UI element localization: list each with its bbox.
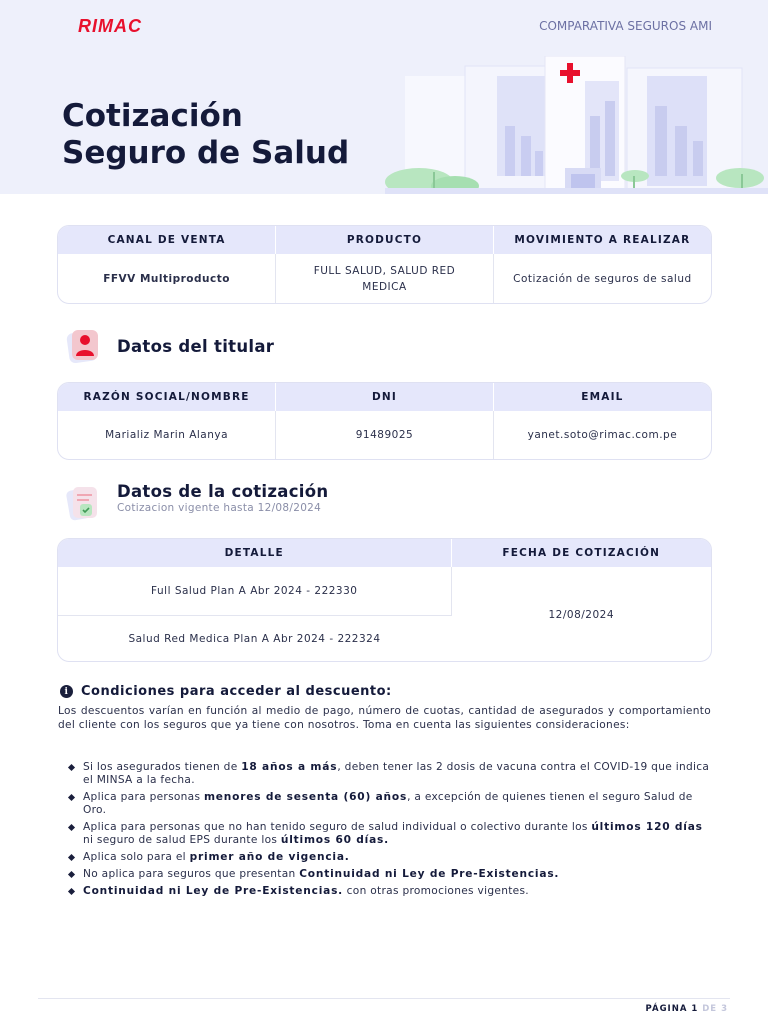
header-detail: DETALLE [58,539,451,567]
title-line-1: Cotización [62,98,243,134]
holder-dni-value: 91489025 [276,411,494,459]
person-icon [64,326,104,366]
quote-validity: Cotizacion vigente hasta 12/08/2024 [117,502,322,514]
product-value: FULL SALUD, SALUD RED MEDICA [276,254,494,303]
list-item: No aplica para seguros que presentan Continuidad ni Ley de Pre-Existencias. [68,868,711,881]
info-icon: i [60,685,73,698]
table-row [58,411,711,459]
header-dni: DNI [276,383,494,411]
quote-table [57,538,712,662]
page-current: PÁGINA 1 [645,1004,699,1014]
page-number [646,1004,728,1014]
holder-section-title: Datos del titular [117,337,275,356]
detail-value-2: Salud Red Medica Plan A Abr 2024 - 222324 [128,632,381,645]
detail-value-1: Full Salud Plan A Abr 2024 - 222330 [58,567,451,615]
conditions-heading [60,684,392,699]
list-item: Aplica para personas que no han tenido seguro de salud individual o colectivo durante los últimos 120 días ni seguro de salud EPS durante los últimos 60 días. [68,821,711,847]
page-total: DE 3 [702,1004,728,1014]
page-title [62,98,349,172]
document-type-label: COMPARATIVA SEGUROS AMI [539,19,712,33]
table-row [58,254,711,303]
header-name: RAZÓN SOCIAL/NOMBRE [58,383,276,411]
sales-channel-value: FFVV Multiproducto [58,254,276,303]
hero-banner [0,0,768,194]
product-table [57,225,712,304]
conditions-intro: Los descuentos varían en función al medio de pago, número de cuotas, cantidad de asegurados y comportamiento del cliente con los seguros que ya tiene con nosotros. Toma en cuenta las siguientes consideraciones: [58,705,711,731]
document-icon [64,483,104,523]
holder-email-value: yanet.soto@rimac.com.pe [527,429,678,441]
list-item: Aplica para personas menores de sesenta (60) años, a excepción de quienes tienen el seguro Salud de Oro. [68,791,711,817]
table-row [58,567,711,615]
header-email: EMAIL [493,383,711,411]
conditions-title: Condiciones para acceder al descuento: [81,684,392,699]
title-line-2: Seguro de Salud [62,135,350,171]
header-product: PRODUCTO [276,226,494,254]
movement-value: Cotización de seguros de salud [513,272,692,285]
header-quote-date: FECHA DE COTIZACIÓN [451,539,711,567]
conditions-list [68,761,711,902]
rimac-logo: RIMAC [78,16,142,36]
footer-divider [38,998,730,999]
list-item: Aplica solo para el primer año de vigencia. [68,851,711,864]
quote-section-title: Datos de la cotización [117,482,329,501]
quote-date-value: 12/08/2024 [548,608,615,621]
holder-name-value: Marializ Marin Alanya [58,411,276,459]
list-item: Si los asegurados tienen de 18 años a más, deben tener las 2 dosis de vacuna contra el COVID-19 que indica el MINSA a la fecha. [68,761,711,787]
hospital-illustration [385,56,768,194]
header-sales-channel: CANAL DE VENTA [58,226,276,254]
header-movement: MOVIMIENTO A REALIZAR [493,226,711,254]
list-item: Continuidad ni Ley de Pre-Existencias. con otras promociones vigentes. [68,885,711,898]
holder-table [57,382,712,460]
